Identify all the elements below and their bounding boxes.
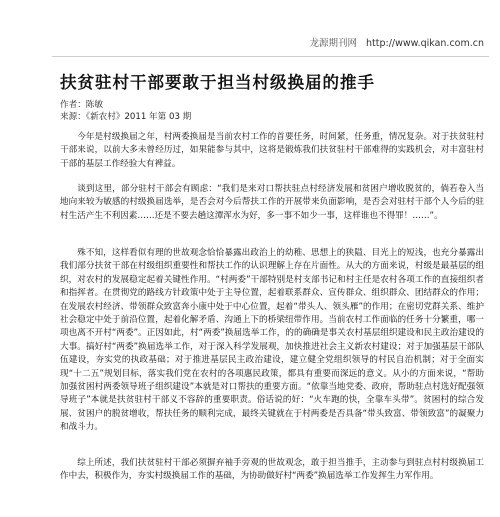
site-header (274, 35, 484, 51)
paragraph-4: 综上所述，我们扶贫驻村干部必须摒弃袖手旁观的世故观念，敢于担当推手，主动参与到驻点村村级换届工作中去，积极作为，夯实村级换届工作的基础，为协助做好村“两委”换届选举工作发挥生力军作用。 (60, 458, 484, 482)
paragraph-2: 谈到这里，部分驻村干部会有顾虑：“我们是来对口帮扶驻点村经济发展和贫困户增收脱贫的，倘若卷入当地向来较为敏感的村级换届选举，是否会对今后帮扶工作的开展带来负面影响，是否会对驻村干部个人今后的驻村生活产生不利因素……还是不要去趟这潭浑水为好，多一事不如少一事，这样谁也不得罪！……”。 (60, 184, 484, 221)
author-line: 作者：陈敏 (60, 100, 103, 110)
source-line: 来源：《新农村》2011 年第 03 期 (60, 112, 192, 122)
paragraph-1: 今年是村级换届之年，村两委换届是当前农村工作的首要任务，时间紧，任务重，情况复杂。对于扶贫驻村干部来说，以前大多未曾经历过，如果能参与其中，这将是锻炼我们扶贫驻村干部难得的实践机会，对丰富驻村干部的基层工作经验大有裨益。 (60, 132, 484, 169)
article-title: 扶贫驻村干部要敢于担当村级换届的推手 (60, 73, 375, 92)
site-url[interactable]: http://www.qikan.com.cn (366, 38, 484, 49)
site-name: 龙源期刊网 (309, 38, 357, 49)
header-divider (52, 56, 489, 57)
paragraph-3: 殊不知，这样看似有理的世故观念恰恰暴露出政治上的幼稚、思想上的狭隘、目光上的短浅，也充分暴露出我们部分扶贫干部在村级组织重要性和帮扶工作的认识理解上存在片面性。从大的方面来说，村级是最基层的组织，对农村的发展稳定起着关键性作用。“村两委”干部特别是村支部书记和村主任是农村各项工作的直接组织者和指挥者。在贯彻党的路线方针政策中处于主导位置，起着联系群众、宣传群众、组织群众、团结群众的作用；在发展农村经济、带领群众致富奔小康中处于中心位置，起着“带头人、领头雁”的作用；在密切党群关系、维护社会稳定中处于前沿位置，起着化解矛盾、沟通上下的桥梁纽带作用。当前农村工作面临的任务十分繁重，哪一项也离不开村“两委”。正因如此，村“两委”换届选举工作，的的确确是事关农村基层组织建设和民主政治建设的大事。搞好村“两委”换届选举工作，对于深入科学发展观，加快推进社会主义新农村建设；对于加强基层干部队伍建设，夯实党的执政基础；对于推进基层民主政治建设，建立健全党组织领导的村民自治机制；对于全面实现“十二五”规划目标，落实我们党在农村的各项惠民政策，都具有重要而深远的意义。从小的方面来说，“帮助加强贫困村两委领导班子组织建设”本就是对口帮扶的重要方面。“依靠当地党委、政府，帮助驻点村选好配强领导班子”本就是扶贫驻村干部义不容辞的重要职责。俗话说的好：“火车跑的快，全靠车头带”。贫困村的综合发展、贫困户的脱贫增收，帮扶任务的顺利完成，最终关键就在于村两委是否具备“带头致富、带领致富”的凝聚力和战斗力。 (60, 248, 484, 433)
